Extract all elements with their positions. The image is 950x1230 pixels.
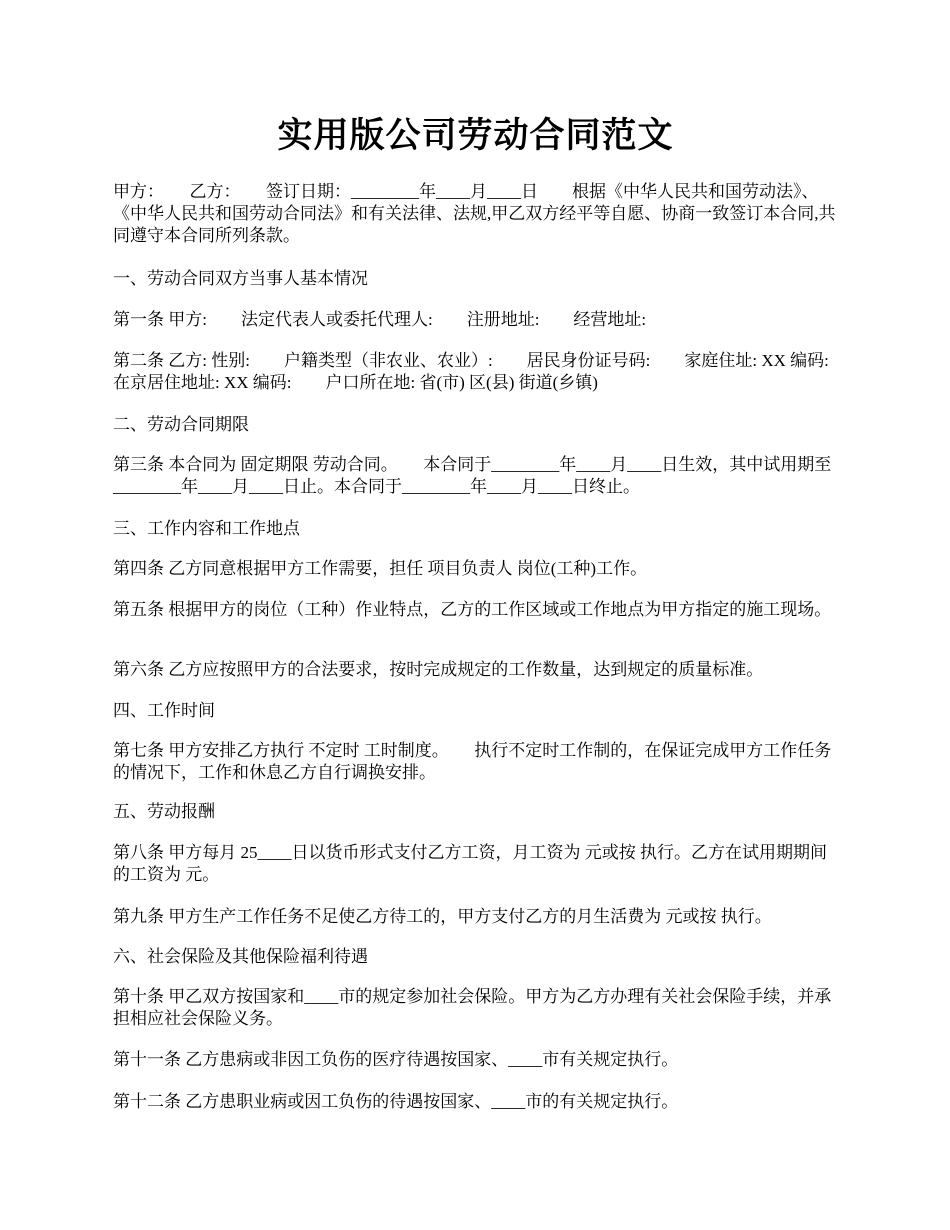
section-heading-2: 二、劳动合同期限: [113, 415, 249, 434]
article-3: 第三条 本合同为 固定期限 劳动合同。 本合同于________年____月____日生效，其中试用期至________年____月____日止。本合同于________年____月____日终止。: [113, 455, 832, 496]
section-heading-6: 六、社会保险及其他保险福利待遇: [113, 947, 368, 966]
article-5: 第五条 根据甲方的岗位（工种）作业特点，乙方的工作区域或工作地点为甲方指定的施工现场。: [113, 600, 832, 619]
document-title: 实用版公司劳动合同范文: [277, 116, 674, 155]
article-10: 第十条 甲乙双方按国家和____市的规定参加社会保险。甲方为乙方办理有关社会保险手续，并承担相应社会保险义务。: [113, 987, 832, 1028]
article-9: 第九条 甲方生产工作任务不足使乙方待工的，甲方支付乙方的月生活费为 元或按 执行。: [113, 907, 772, 926]
article-11: 第十一条 乙方患病或非因工负伤的医疗待遇按国家、____市有关规定执行。: [113, 1050, 679, 1069]
article-8: 第八条 甲方每月 25____日以货币形式支付乙方工资，月工资为 元或按 执行。乙方在试用期期间的工资为 元。: [113, 843, 827, 884]
section-heading-4: 四、工作时间: [113, 701, 215, 720]
article-7: 第七条 甲方安排乙方执行 不定时 工时制度。 执行不定时工作制的，在保证完成甲方工作任务的情况下，工作和休息乙方自行调换安排。: [113, 741, 832, 782]
section-heading-5: 五、劳动报酬: [113, 802, 215, 821]
article-6: 第六条 乙方应按照甲方的合法要求，按时完成规定的工作数量，达到规定的质量标准。: [113, 660, 764, 679]
article-1: 第一条 甲方: 法定代表人或委托代理人: 注册地址: 经营地址:: [113, 310, 647, 329]
article-12: 第十二条 乙方患职业病或因工负伤的待遇按国家、____市的有关规定执行。: [113, 1092, 679, 1111]
article-2: 第二条 乙方: 性别: 户籍类型（非农业、农业）: 居民身份证号码: 家庭住址: XX 编码: 在京居住地址: XX 编码: 户口所在地: 省(市) 区(县) 街道(乡镇): [113, 351, 863, 392]
preamble-paragraph: 甲方： 乙方： 签订日期：________年____月____日 根据《中华人民共和国劳动法》、《中华人民共和国劳动合同法》和有关法律、法规,甲乙双方经平等自愿、协商一致签订本合同,共同遵守本合同所列条款。: [113, 182, 836, 245]
article-4: 第四条 乙方同意根据甲方工作需要，担任 项目负责人 岗位(工种)工作。: [113, 559, 648, 578]
section-heading-3: 三、工作内容和工作地点: [113, 519, 300, 538]
section-heading-1: 一、劳动合同双方当事人基本情况: [113, 269, 368, 288]
